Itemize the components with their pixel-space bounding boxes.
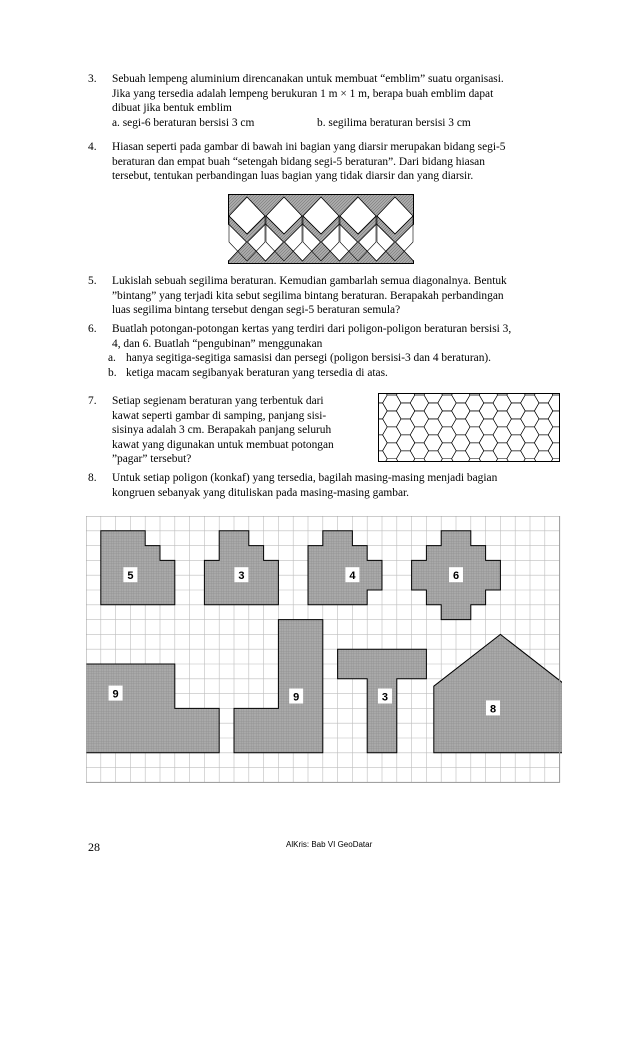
problem-line: sisinya adalah 3 cm. Berapakah panjang seluruh <box>112 424 332 437</box>
problem-line: Jika yang tersedia adalah lempeng berukuran 1 m × 1 m, berapa buah emblim dapat <box>112 87 494 100</box>
hexagon-fence-figure <box>378 393 560 462</box>
sub-label: a. <box>108 352 116 365</box>
polygon-label: 5 <box>127 570 134 583</box>
problem-3 <box>88 72 558 130</box>
polygon-label: 3 <box>238 570 245 583</box>
problem-number: 6. <box>88 323 97 335</box>
problem-line: Untuk setiap poligon (konkaf) yang tersedia, bagilah masing-masing menjadi bagian <box>112 472 498 484</box>
polygon-label: 6 <box>452 570 460 583</box>
polygon-label: 9 <box>112 688 119 701</box>
pentagon-decoration-figure <box>228 194 414 264</box>
polygon-label: 3 <box>381 691 389 704</box>
problem-line: Setiap segienam beraturan yang terbentuk dari <box>112 395 324 407</box>
problem-number: 8. <box>88 472 97 484</box>
problem-5 <box>88 274 558 318</box>
problem-number: 7. <box>88 395 97 407</box>
problem-line: ”pagar” tersebut? <box>112 453 192 466</box>
problem-4 <box>88 140 558 184</box>
problem-line: kawat yang digunakan untuk membuat potongan <box>112 438 334 451</box>
polygon-label: 4 <box>349 570 356 583</box>
problem-line: tersebut, tentukan perbandingan luas bagian yang tidak diarsir dan yang diarsir. <box>112 170 474 183</box>
problem-number: 5. <box>88 275 97 287</box>
problem-line: Sebuah lempeng aluminium direncanakan untuk membuat “emblim” suatu organisasi. <box>112 73 504 85</box>
polygon-label: 9 <box>293 691 300 704</box>
problem-line: Hiasan seperti pada gambar di bawah ini bagian yang diarsir merupakan bidang segi-5 <box>112 141 506 153</box>
problem-line: kongruen sebanyak yang dituliskan pada masing-masing gambar. <box>112 486 410 499</box>
sub-item-b <box>108 366 558 381</box>
problem-line: dibuat jika bentuk emblim <box>112 102 232 115</box>
option-a: a. segi-6 beraturan bersisi 3 cm <box>112 116 255 129</box>
problem-line: Buatlah potongan-potongan kertas yang terdiri dari poligon-poligon beraturan bersisi 3, <box>112 323 512 335</box>
problem-6 <box>88 322 558 380</box>
footer-title: AlKris: Bab VI GeoDatar <box>286 840 373 849</box>
problem-7 <box>88 394 378 467</box>
polygon-label: 8 <box>489 703 497 716</box>
problem-line: ”bintang” yang terjadi kita sebut segilima bintang beraturan. Berapakah perbandingan <box>112 289 504 302</box>
problem-line: 4, dan 6. Buatlah “pengubinan” menggunakan <box>112 337 323 350</box>
problem-line: kawat seperti gambar di samping, panjang sisi- <box>112 409 327 422</box>
page-number: 28 <box>88 840 100 854</box>
sub-text: ketiga macam segibanyak beraturan yang tersedia di atas. <box>126 366 388 379</box>
sub-item-a <box>108 351 558 366</box>
polygon-grid-figure <box>86 516 562 788</box>
fence-frame <box>379 394 560 462</box>
problem-line: luas segilima bintang tersebut dengan segi-5 beraturan semula? <box>112 304 401 317</box>
option-b: b. segilima beraturan bersisi 3 cm <box>317 116 471 129</box>
sub-label: b. <box>108 366 117 379</box>
problem-8 <box>88 471 558 500</box>
sub-text: hanya segitiga-segitiga samasisi dan persegi (poligon bersisi-3 dan 4 beraturan). <box>126 352 492 365</box>
problem-number: 4. <box>88 141 97 153</box>
problem-line: Lukislah sebuah segilima beraturan. Kemudian gambarlah semua diagonalnya. Bentuk <box>112 275 507 287</box>
problem-number: 3. <box>88 73 97 85</box>
problem-line: beraturan dan empat buah “setengah bidang segi-5 beraturan”. Dari bidang hiasan <box>112 155 485 168</box>
